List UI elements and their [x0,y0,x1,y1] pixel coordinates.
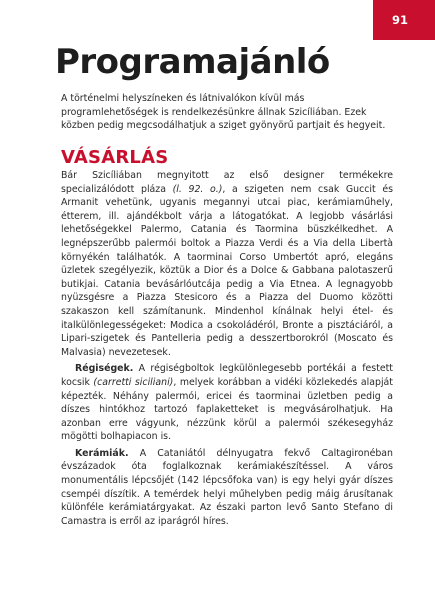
italic-term: (carretti siciliani) [93,376,174,388]
paragraph-label-ceramics: Kerámiák. [75,447,129,459]
text-run: , a szigeten nem csak Guccit és Armanit vehetünk, ugyanis megannyi utcai piac, kerámiaműhely, étterem, ill. ajándékbolt várja a látogatókat. A legjobb vásárlási lehetőségekkel Palermo, Catania és Taormina büszkélkedhet. A legnépszerűbb palermói boltok a Piazza Verdi és a Via della Libertà környékén találhatók. A taorminai Corso Umbertót apró, elegáns üzletek szegélyezik, köztük a Dior és a Dolce & Gabbana palotaszerű butikjai. Catania bevásárlóutcája pedig a Via Etnea. A legnagyobb nyüzsgésre a Piazza Stesicoro és a Piazza del Duomo közötti szakaszon kell számítanunk. Mindenhol kínálnak helyi étel- és italkülönlegességeket: Modica a csokoládéról, Bronte a pisztáciáról, a Lipari-szigetek és Pantelleria pedig a desszertborokról (Moscato és Malvasia) nevezetesek. [61,183,393,358]
paragraph-shopping-overview [61,169,393,359]
text-run: Bár Szicíliában megnyitott az első designer termékekre specializálódott pláza [61,170,393,195]
page-reference: (l. 92. o.) [172,183,223,195]
page-number: 91 [373,0,435,40]
section-heading-shopping: VÁSÁRLÁS [61,147,169,168]
paragraph-label-antiques: Régiségek. [75,363,134,375]
text-run: , melyek korábban a vidéki közlekedés alapját képezték. Néhány palermói, ericei és taorminai üzletben pedig a díszes hintókhoz tartozó faplaketteket is megvásárolhatjuk. Ha azonban erre vágyunk, nézzünk körül a palermói székesegyház mögötti bolhapiacon is. [61,376,393,443]
section-body [61,169,393,531]
text-run: A Cataniától délnyugatra fekvő Caltagironéban évszázadok óta foglalkoznak kerámiakészítéssel. A város monumentális lépcsőjét (142 lépcsőfoka van) is egy helyi gyár díszes csempéi díszítik. A temérdek helyi műhelyben pedig máig árusítanak különféle kerámiatárgyakat. Az északi parton levő Santo Stefano di Camastra is erről az iparágról híres. [61,447,393,527]
text-run: A régiségboltok legkülönlegesebb portékái a festett kocsik [61,363,393,388]
intro-paragraph: A történelmi helyszíneken és látnivalókon kívül más programlehetőségek is rendelkezésünkre állnak Szicíliában. Ezek közben pedig megcsodálhatjuk a sziget gyönyörű partjait és hegyeit. [61,93,386,132]
paragraph-antiques [61,362,393,444]
paragraph-ceramics [61,447,393,529]
page-title: Programajánló [55,42,330,82]
